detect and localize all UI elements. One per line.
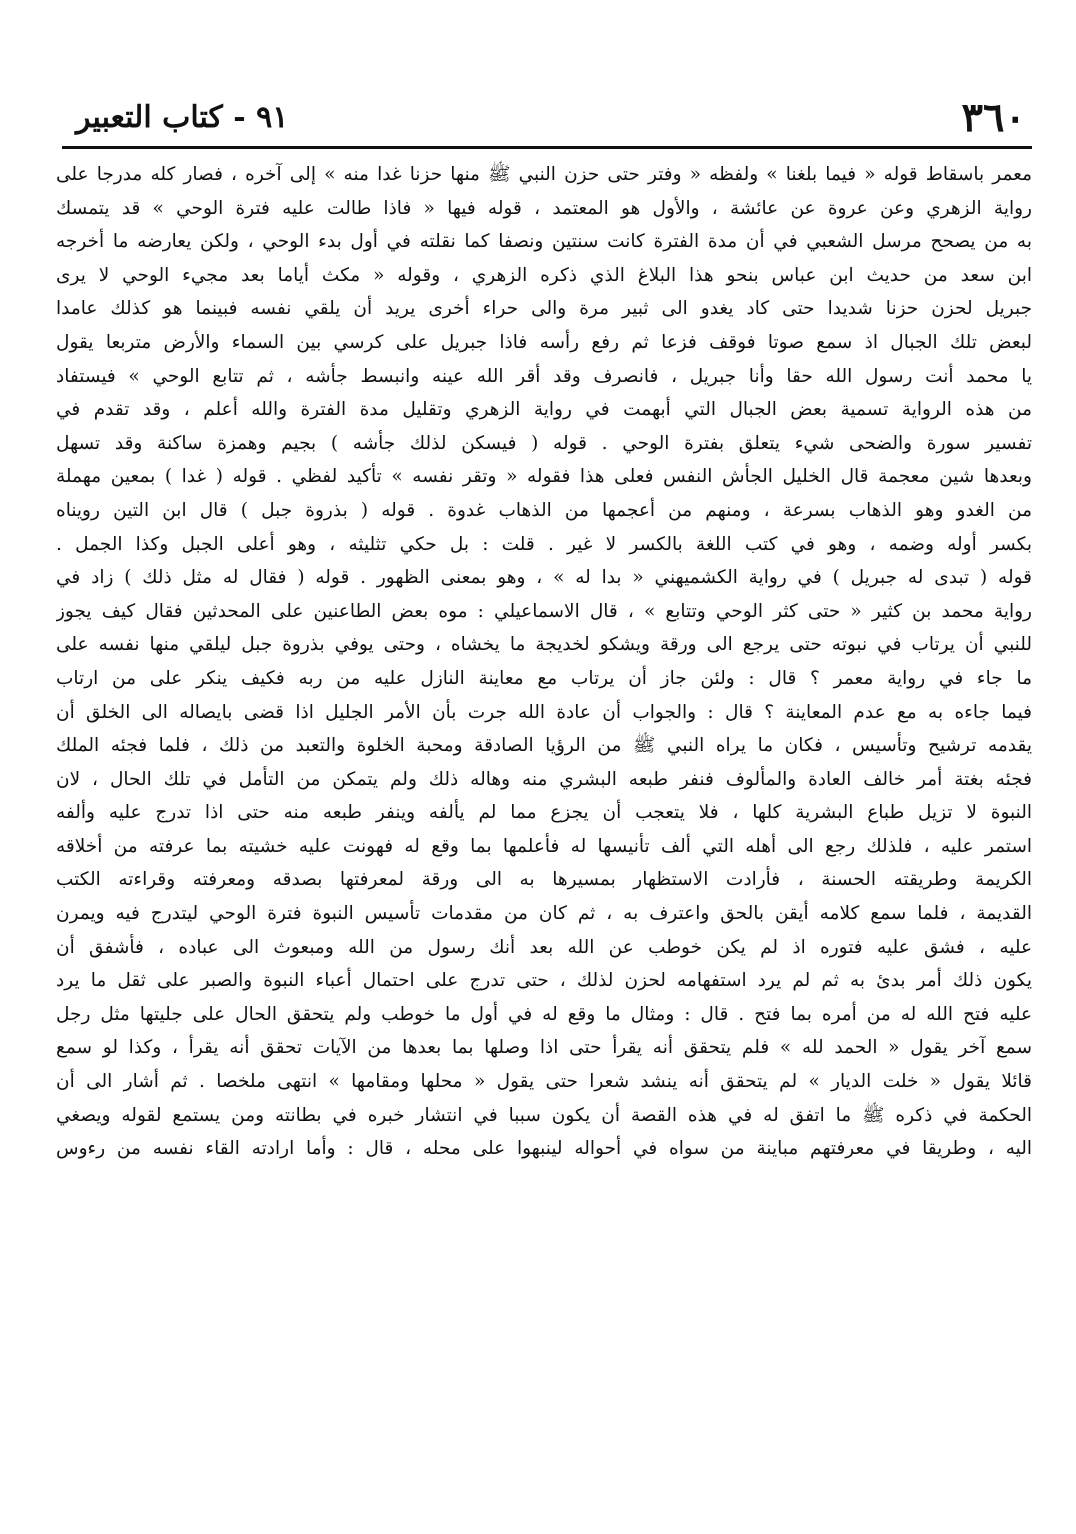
text-line: به من يصحح مرسل الشعبي في أن مدة الفترة كانت سنتين ونصفا كما نقلته في أول بدء الوحي ، ولكن يعارضه ما أخرجه xyxy=(56,231,1032,253)
text-line: وبعدها شين معجمة قال الخليل الجأش النفس فعلى هذا فقوله « وتقر نفسه » تأكيد لفظي . قوله ( غدا ) بمعين مهملة xyxy=(56,466,1032,488)
text-line: رواية الزهري وعن عروة عن عائشة ، والأول هو المعتمد ، قوله فيها « فاذا طالت عليه فترة الوحي » قد يتمسك xyxy=(56,197,1032,219)
text-line: الكريمة وطريقته الحسنة ، فأرادت الاستظهار بمسيرها به الى ورقة لمعرفتها بصدقه ومعرفته وقراءته الكتب xyxy=(56,869,1032,891)
text-line: الحكمة في ذكره ﷺ ما اتفق له في هذه القصة أن يكون سببا في انتشار خبره في بطانته ومن يستمع لقوله ويصغي xyxy=(56,1104,1032,1126)
text-line: من الغدو وهو الذهاب بسرعة ، ومنهم من أعجمها من الذهاب غدوة . قوله ( بذروة جبل ) قال ابن التين رويناه xyxy=(56,499,1032,521)
text-line: لبعض تلك الجبال اذ سمع صوتا فوقف فزعا ثم رفع رأسه فاذا جبريل على كرسي بين السماء والأرض متربعا يقول xyxy=(56,331,1032,353)
text-line: استمر عليه ، فلذلك رجع الى أهله التي ألف تأنيسها له فأعلمها بما وقع له فهونت عليه خشيته بما عرفته من أخلاقه xyxy=(56,835,1032,857)
text-line: سمع آخر يقول « الحمد لله » فلم يتحقق أنه يقرأ حتى اذا وصلها بما بعدها من الآيات تحقق أنه يقرأ ، وكذا لو سمع xyxy=(56,1037,1032,1059)
header-rule xyxy=(62,146,1032,149)
text-line: يا محمد أنت رسول الله حقا وأنا جبريل ، فانصرف وقد أقر الله عينه وانبسط جأشه ، ثم تتابع الوحي » فيستفاد xyxy=(56,365,1032,387)
text-line: فيما جاءه به مع عدم المعاينة ؟ قال : والجواب أن عادة الله جرت بأن الأمر الجليل اذا قضى بايصاله الى الخلق أن xyxy=(56,701,1032,723)
text-line: قوله ( تبدى له جبريل ) في رواية الكشميهني « بدا له » ، وهو بمعنى الظهور . قوله ( فقال له مثل ذلك ) زاد في xyxy=(56,567,1032,589)
body-text xyxy=(56,158,1032,1166)
text-line: للنبي أن يرتاب في نبوته حتى يرجع الى ورقة ويشكو لخديجة ما يخشاه ، وحتى يوفي بذروة جبل ليلقي منها نفسه على xyxy=(56,634,1032,656)
page-header xyxy=(56,94,1032,142)
text-line: بكسر أوله وضمه ، وهو في كتب اللغة بالكسر لا غير . قلت : بل حكي تثليثه ، وهو أعلى الجبل وكذا الجمل . xyxy=(56,533,1032,555)
text-line: ما جاء في رواية معمر ؟ قال : ولئن جاز أن يرتاب مع معاينة النازل عليه من ربه فكيف ينكر على من ارتاب xyxy=(56,667,1032,689)
text-line: رواية محمد بن كثير « حتى كثر الوحي وتتابع » ، قال الاسماعيلي : موه بعض الطاعنين على المحدثين فقال كيف يجوز xyxy=(56,600,1032,622)
page-number: ٣٦٠ xyxy=(961,94,1026,141)
text-line: يقدمه ترشيح وتأسيس ، فكان ما يراه النبي ﷺ من الرؤيا الصادقة ومحبة الخلوة والتعبد من ذلك ، فلما فجئه الملك xyxy=(56,735,1032,757)
text-line: يكون ذلك أمر بدئ به ثم لم يرد استفهامه لحزن لذلك ، حتى تدرج على احتمال أعباء النبوة والصبر على ثقل ما يرد xyxy=(56,970,1032,992)
text-line: ابن سعد من حديث ابن عباس بنحو هذا البلاغ الذي ذكره الزهري ، وقوله « مكث أياما بعد مجيء الوحي لا يرى xyxy=(56,264,1032,286)
text-line: عليه ، فشق عليه فتوره اذ لم يكن خوطب عن الله بعد أنك رسول من الله ومبعوث الى عباده ، فأشفق أن xyxy=(56,936,1032,958)
text-line: من هذه الرواية تسمية بعض الجبال التي أبهمت في رواية الزهري وتقليل مدة الفترة والله أعلم ، وقد تقدم في xyxy=(56,399,1032,421)
text-line: اليه ، وطريقا في معرفتهم مباينة من سواه في أحواله لينبهوا على محله ، قال : وأما ارادته القاء نفسه من رءوس xyxy=(56,1138,1032,1160)
text-line: فجئه بغتة أمر خالف العادة والمألوف فنفر طبعه البشري منه وهاله ذلك ولم يتمكن من التأمل في تلك الحال ، لان xyxy=(56,768,1032,790)
text-line: معمر باسقاط قوله « فيما بلغنا » ولفظه « وفتر حتى حزن النبي ﷺ منها حزنا غدا منه » إلى آخره ، فصار كله مدرجا على xyxy=(56,164,1032,185)
running-title: ٩١ - كتاب التعبير xyxy=(76,100,289,135)
text-line: تفسير سورة والضحى شيء يتعلق بفترة الوحي . قوله ( فيسكن لذلك جأشه ) بجيم وهمزة ساكنة وقد تسهل xyxy=(56,432,1032,454)
text-line: النبوة لا تزيل طباع البشرية كلها ، فلا يتعجب أن يجزع مما لم يألفه وينفر طبعه منه حتى اذا تدرج عليه وألفه xyxy=(56,802,1032,824)
text-line: قائلا يقول « خلت الديار » لم يتحقق أنه ينشد شعرا حتى يقول « محلها ومقامها » انتهى ملخصا . ثم أشار الى أن xyxy=(56,1071,1032,1093)
text-line: جبريل لحزن حزنا شديدا حتى كاد يغدو الى ثبير مرة والى حراء أخرى يريد أن يلقي نفسه فبينما هو كذلك عامدا xyxy=(56,298,1032,320)
text-line: عليه فتح الله له من أمره بما فتح . قال : ومثال ما وقع له في أول ما خوطب ولم يتحقق الحال على جليتها مثل رجل xyxy=(56,1003,1032,1025)
text-line: القديمة ، فلما سمع كلامه أيقن بالحق واعترف به ، ثم كان من مقدمات تأسيس النبوة فترة الوحي ليتدرج فيه ويمرن xyxy=(56,903,1032,925)
